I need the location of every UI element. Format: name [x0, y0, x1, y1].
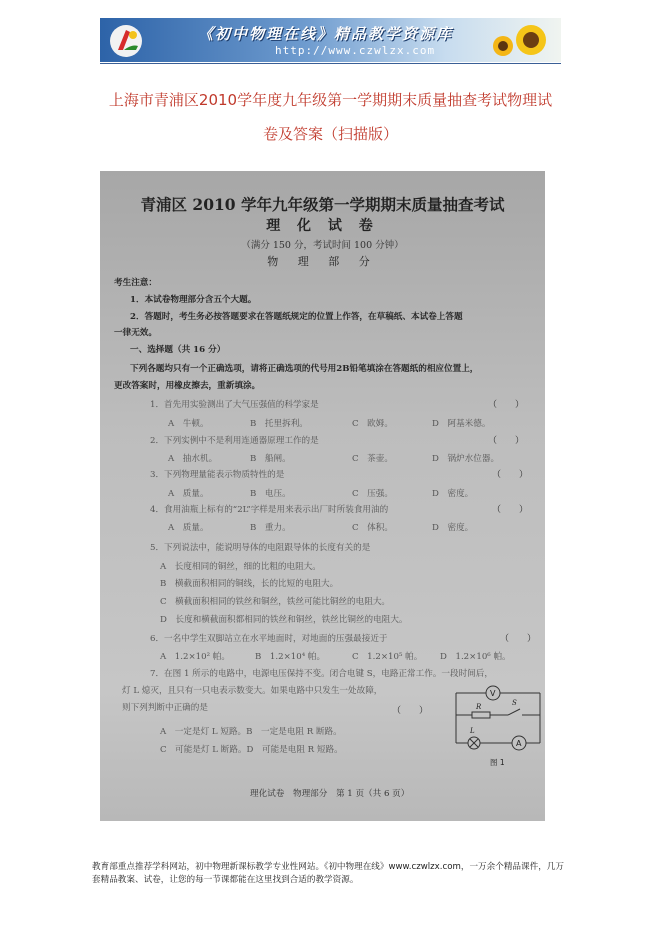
part1-instruction: 更改答案时，用橡皮擦去，重新填涂。: [114, 381, 261, 391]
banner-title: 《初中物理在线》精品教学资源库: [198, 25, 454, 43]
ammeter-icon: [512, 736, 526, 750]
notice-item: 1．本试卷物理部分含五个大题。: [130, 295, 257, 305]
exam-section-title: 物 理 部 分: [267, 255, 378, 268]
voltmeter-label: V: [490, 689, 496, 698]
banner-url-link[interactable]: http://www.czwlzx.com: [275, 44, 436, 57]
answer-parenthesis: （ ）: [500, 634, 537, 644]
option: B 船闸。: [250, 454, 291, 464]
exam-score-note: （满分 150 分，考试时间 100 分钟）: [241, 240, 404, 251]
option: B 1.2×10⁴ 帕。: [255, 652, 326, 662]
scanned-exam-image: [100, 171, 545, 821]
circuit-diagram: [450, 683, 545, 769]
site-logo-icon: [106, 22, 146, 60]
option: D 密度。: [432, 523, 474, 533]
exam-title: 青浦区 2010 学年九年级第一学期期末质量抽查考试: [140, 195, 505, 214]
resistor-label: R: [476, 703, 482, 711]
page-title-line-1: 上海市青浦区2010学年度九年级第一学期期末质量抽查考试物理试: [108, 91, 553, 109]
option: C 1.2×10⁵ 帕。: [352, 652, 423, 662]
option: D 1.2×10⁶ 帕。: [440, 652, 511, 662]
answer-parenthesis: （ ）: [392, 706, 429, 716]
option: D 密度。: [432, 489, 474, 499]
notice-item: 一律无效。: [114, 328, 157, 338]
voltmeter-icon: [486, 686, 500, 700]
notice-heading: 考生注意：: [114, 278, 157, 288]
question-stem: 1．首先用实验测出了大气压强值的科学家是: [150, 400, 319, 410]
question-stem: 3．下列物理量能表示物质特性的是: [150, 470, 285, 480]
option: A 一定是灯 L 短路。B 一定是电阻 R 断路。: [160, 727, 342, 737]
option: D 锅炉水位器。: [432, 454, 500, 464]
option: C 横截面积相同的铁丝和铜丝，铁丝可能比铜丝的电阻大。: [160, 597, 391, 607]
option: B 横截面积相同的铜线，长的比短的电阻大。: [160, 579, 339, 589]
site-banner: [100, 18, 561, 62]
option: B 托里拆利。: [250, 419, 308, 429]
lamp-icon: [468, 737, 480, 749]
question-stem: 4．食用油瓶上标有的“2L”字样是用来表示出厂时所装食用油的: [150, 505, 389, 515]
option: D 长度和横截面积都相同的铁丝和铜丝，铁丝比铜丝的电阻大。: [160, 615, 408, 625]
question-stem: 5．下列说法中，能说明导体的电阻跟导体的长度有关的是: [150, 543, 371, 553]
option: C 体积。: [352, 523, 393, 533]
sunflower-icon: [483, 20, 553, 60]
option: A 抽水机。: [168, 454, 218, 464]
figure-label: 图 1: [490, 758, 505, 767]
option: C 茶壶。: [352, 454, 393, 464]
answer-parenthesis: （ ）: [488, 436, 525, 446]
option: A 长度相同的铜丝，细的比粗的电阻大。: [160, 562, 321, 572]
option: B 重力。: [250, 523, 291, 533]
part1-heading: 一、选择题（共 16 分）: [130, 345, 226, 355]
option: A 质量。: [168, 523, 209, 533]
part1-instruction: 下列各题均只有一个正确选项，请将正确选项的代号用2B铅笔填涂在答题纸的相应位置上，: [130, 364, 479, 374]
option: A 质量。: [168, 489, 209, 499]
switch-label: S: [512, 699, 517, 707]
option: B 电压。: [250, 489, 291, 499]
bottom-promo-note: 教育部重点推荐学科网站，初中物理新课标教学专业性网站。《初中物理在线》www.czwlzx.com，一万余个精品课件，几万套精品教案、试卷，让您的每一节课都能在这里找到合适的教学资源。: [92, 862, 564, 885]
answer-parenthesis: （ ）: [488, 400, 525, 410]
lamp-label: L: [470, 727, 475, 735]
ammeter-label: A: [516, 739, 522, 748]
question-stem: 灯 L 熄灭，且只有一只电表示数变大。如果电路中只发生一处故障，: [122, 686, 383, 696]
exam-page-footer: 理化试卷 物理部分 第 1 页（共 6 页）: [250, 789, 410, 799]
page-title-line-2: 卷及答案（扫描版）: [262, 125, 398, 143]
question-stem: 6．一名中学生双脚站立在水平地面时，对地面的压强最接近于: [150, 634, 388, 644]
option: D 阿基米德。: [432, 419, 491, 429]
banner-divider: [100, 63, 561, 64]
question-stem: 2．下列实例中不是利用连通器原理工作的是: [150, 436, 319, 446]
question-stem: 则下列判断中正确的是: [122, 703, 208, 713]
option: C 压强。: [352, 489, 393, 499]
option: A 1.2×10² 帕。: [160, 652, 230, 662]
question-stem: 7．在图 1 所示的电路中，电源电压保持不变。闭合电键 S，电路正常工作。一段时间后，: [150, 669, 493, 679]
answer-parenthesis: （ ）: [492, 470, 529, 480]
notice-item: 2．答题时，考生务必按答题要求在答题纸规定的位置上作答，在草稿纸、本试卷上答题: [130, 312, 463, 322]
answer-parenthesis: （ ）: [492, 505, 529, 515]
option: A 牛顿。: [168, 419, 209, 429]
exam-subtitle: 理 化 试 卷: [266, 218, 379, 234]
option: C 欧姆。: [352, 419, 393, 429]
option: C 可能是灯 L 断路。D 可能是电阻 R 短路。: [160, 745, 343, 755]
